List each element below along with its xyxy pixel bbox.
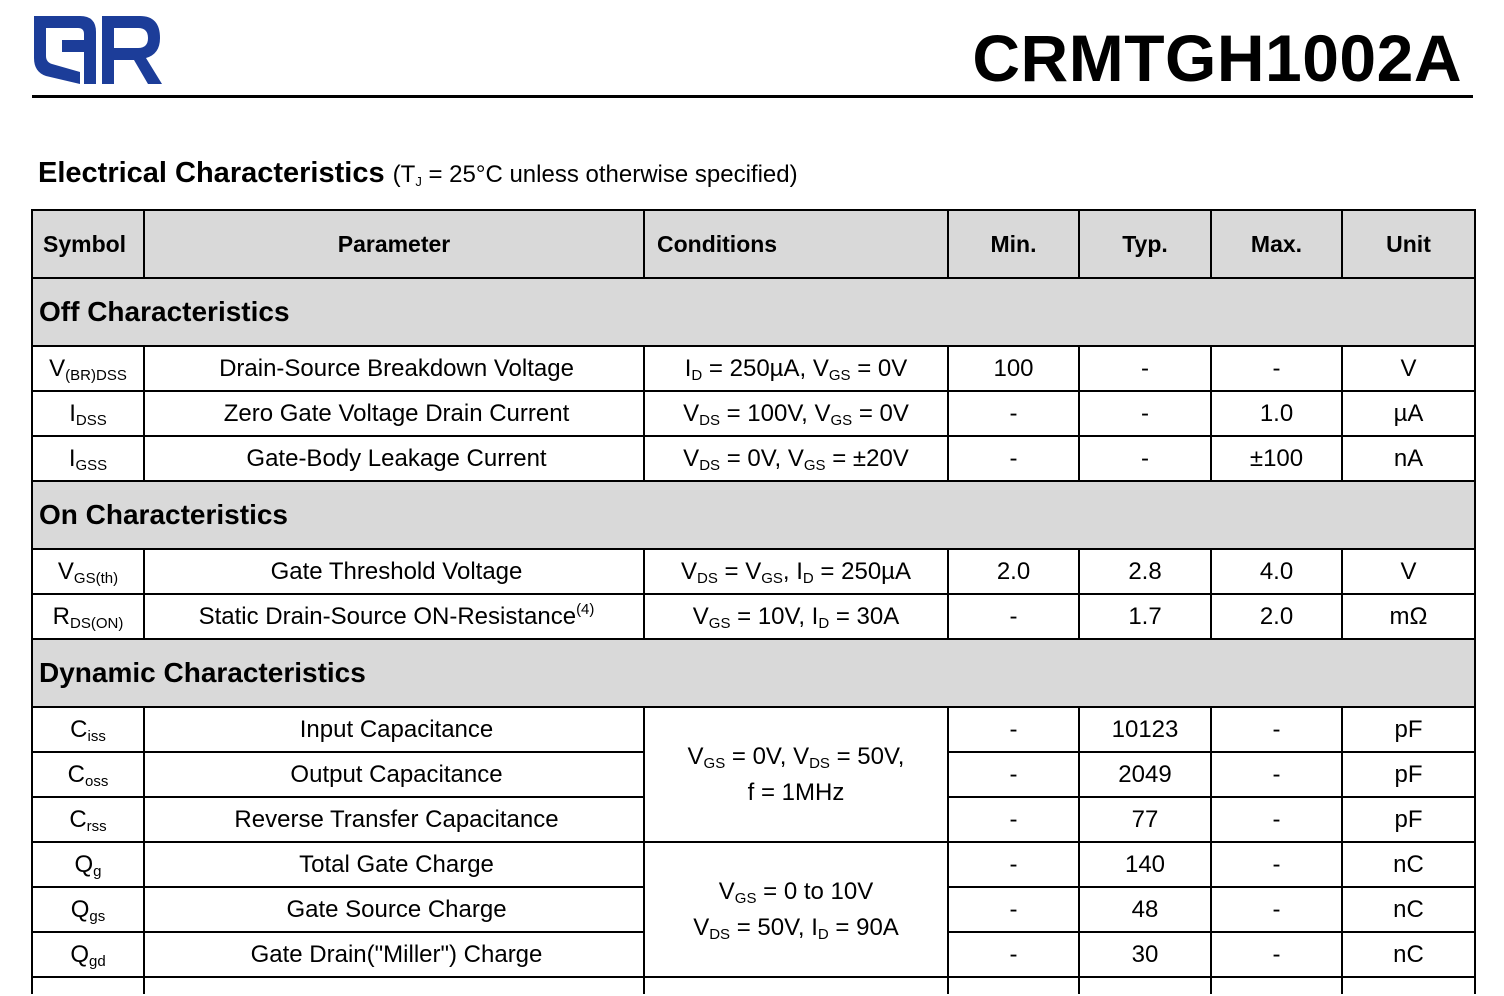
table-row: [32, 391, 1475, 436]
part-number-title: CRMTGH1002A: [972, 21, 1462, 95]
group-header-row: [32, 639, 1475, 707]
typ-cell: 10123: [1079, 707, 1211, 752]
symbol-cell: [32, 932, 144, 977]
symbol-subscript: DSS: [75, 411, 107, 429]
unit-cell: nC: [1342, 887, 1475, 932]
min-cell: -: [948, 797, 1079, 842]
symbol-subscript: GS(th): [73, 569, 119, 587]
typ-cell: 2049: [1079, 752, 1211, 797]
parameter-text: Gate Threshold Voltage: [270, 557, 523, 585]
max-cell: -: [1211, 932, 1342, 977]
parameter-cell: [144, 346, 644, 391]
table-header-row: [32, 210, 1475, 278]
table-row: [32, 549, 1475, 594]
conditions-cell: [644, 594, 948, 639]
symbol-main: V: [49, 354, 66, 382]
parameter-text: Drain-Source Breakdown Voltage: [219, 354, 574, 382]
unit-cell: pF: [1342, 797, 1475, 842]
symbol-cell: [32, 549, 144, 594]
footnote-ref: (4): [576, 600, 595, 618]
min-cell: 100: [948, 346, 1079, 391]
symbol-subscript: GSS: [75, 456, 108, 474]
condition-text: = 50V,: [829, 742, 905, 770]
condition-text: = 100V, V: [719, 399, 831, 427]
condition-text: = 250µA: [813, 557, 911, 585]
conditions-cell: [644, 549, 948, 594]
unit-cell: nC: [1342, 842, 1475, 887]
symbol-main: R: [52, 602, 70, 630]
min-cell: -: [948, 752, 1079, 797]
column-header-typ: Typ.: [1079, 210, 1211, 278]
condition-text: = 0V: [850, 354, 908, 382]
conditions-cell: [644, 436, 948, 481]
symbol-main: C: [67, 760, 85, 788]
max-cell: -: [1211, 887, 1342, 932]
symbol-main: C: [70, 715, 88, 743]
symbol-cell: [32, 346, 144, 391]
continuation-cell: [948, 977, 1079, 994]
condition-text: I: [684, 354, 692, 382]
condition-subscript: D: [818, 614, 830, 632]
table-row: [32, 346, 1475, 391]
symbol-subscript: rss: [86, 817, 107, 835]
condition-subscript: GS: [828, 366, 851, 384]
condition-subscript: DS: [709, 925, 731, 943]
parameter-cell: [144, 752, 644, 797]
group-title: Dynamic Characteristics: [32, 639, 1475, 707]
symbol-main: C: [69, 805, 87, 833]
column-header-parameter: Parameter: [144, 210, 644, 278]
symbol-cell: [32, 752, 144, 797]
condition-text: f = 1MHz: [747, 778, 845, 806]
parameter-text: Total Gate Charge: [299, 850, 494, 878]
condition-subscript: DS: [697, 569, 718, 587]
unit-cell: V: [1342, 549, 1475, 594]
condition-text: = V: [717, 557, 762, 585]
condition-subscript: D: [802, 569, 814, 587]
symbol-cell: [32, 707, 144, 752]
condition-subscript: D: [691, 366, 703, 384]
symbol-main: V: [57, 557, 74, 585]
parameter-cell: [144, 797, 644, 842]
condition-subscript: GS: [761, 569, 783, 587]
symbol-cell: [32, 391, 144, 436]
symbol-subscript: gd: [88, 952, 106, 970]
max-cell: -: [1211, 842, 1342, 887]
logo-mark-right: [102, 16, 162, 84]
parameter-cell: [144, 842, 644, 887]
table-row: [32, 436, 1475, 481]
parameter-cell: [144, 436, 644, 481]
condition-text: = 10V, I: [730, 602, 819, 630]
min-cell: 2.0: [948, 549, 1079, 594]
parameter-text: Input Capacitance: [299, 715, 494, 743]
condition-text: V: [718, 877, 735, 905]
typ-cell: -: [1079, 346, 1211, 391]
condition-text: V: [683, 444, 700, 472]
condition-text: , I: [782, 557, 803, 585]
group-header-row: [32, 278, 1475, 346]
parameter-text: Reverse Transfer Capacitance: [234, 805, 559, 833]
condition-text: V: [683, 399, 700, 427]
max-cell: 2.0: [1211, 594, 1342, 639]
conditions-cell: [644, 842, 948, 977]
typ-cell: 77: [1079, 797, 1211, 842]
condition-subscript: DS: [809, 754, 830, 772]
condition-subscript: GS: [703, 754, 726, 772]
continuation-cell: [1342, 977, 1475, 994]
typ-cell: 30: [1079, 932, 1211, 977]
column-header-min: Min.: [948, 210, 1079, 278]
min-cell: -: [948, 436, 1079, 481]
condition-text: = 50V, I: [730, 913, 818, 941]
table-row: [32, 842, 1475, 887]
condition-subscript: GS: [708, 614, 731, 632]
max-cell: 1.0: [1211, 391, 1342, 436]
symbol-main: Q: [70, 940, 89, 968]
condition-text: = 250µA, V: [702, 354, 829, 382]
typ-cell: -: [1079, 436, 1211, 481]
parameter-text: Gate-Body Leakage Current: [246, 444, 547, 472]
condition-text: = 0V: [852, 399, 909, 427]
group-header-row: [32, 481, 1475, 549]
header-divider: [32, 95, 1473, 98]
unit-cell: pF: [1342, 752, 1475, 797]
continuation-cell: [144, 977, 644, 994]
symbol-main: Q: [74, 850, 94, 878]
electrical-characteristics-table: [31, 209, 1476, 994]
condition-text: = 90A: [828, 913, 899, 941]
section-note: ($T_J = 25^\circ C$ unless otherwise specified): [392, 161, 798, 189]
symbol-subscript: oss: [85, 772, 109, 790]
max-cell: -: [1211, 346, 1342, 391]
unit-cell: nA: [1342, 436, 1475, 481]
max-cell: -: [1211, 707, 1342, 752]
typ-cell: 48: [1079, 887, 1211, 932]
conditions-cell: [644, 391, 948, 436]
parameter-text: Zero Gate Voltage Drain Current: [223, 399, 570, 427]
min-cell: -: [948, 594, 1079, 639]
symbol-cell: [32, 797, 144, 842]
continuation-cell: [1079, 977, 1211, 994]
parameter-cell: [144, 932, 644, 977]
symbol-subscript: g: [93, 862, 102, 880]
column-header-max: Max.: [1211, 210, 1342, 278]
table-continuation-row: [32, 977, 1475, 994]
parameter-cell: [144, 391, 644, 436]
max-cell: 4.0: [1211, 549, 1342, 594]
typ-cell: 1.7: [1079, 594, 1211, 639]
condition-text: V: [693, 913, 710, 941]
unit-cell: pF: [1342, 707, 1475, 752]
conditions-cell: [644, 707, 948, 842]
parameter-text: Gate Source Charge: [286, 895, 507, 923]
continuation-cell: [644, 977, 948, 994]
condition-subscript: DS: [699, 456, 721, 474]
unit-cell: mΩ: [1342, 594, 1475, 639]
condition-text: = 0V, V: [725, 742, 810, 770]
condition-subscript: D: [817, 925, 829, 943]
unit-cell: V: [1342, 346, 1475, 391]
continuation-cell: [32, 977, 144, 994]
condition-text: = ±20V: [825, 444, 909, 472]
min-cell: -: [948, 842, 1079, 887]
condition-text: = 0 to 10V: [756, 877, 874, 905]
unit-cell: µA: [1342, 391, 1475, 436]
symbol-subscript: (BR)DSS: [65, 366, 127, 384]
condition-subscript: GS: [830, 411, 853, 429]
min-cell: -: [948, 887, 1079, 932]
symbol-subscript: DS(ON): [70, 614, 124, 632]
group-title: Off Characteristics: [32, 278, 1475, 346]
table-row: [32, 594, 1475, 639]
min-cell: -: [948, 707, 1079, 752]
parameter-text: Static Drain-Source ON-Resistance: [198, 602, 577, 630]
symbol-main: Q: [70, 895, 90, 923]
condition-text: V: [681, 557, 698, 585]
condition-subscript: GS: [734, 889, 757, 907]
typ-cell: -: [1079, 391, 1211, 436]
table-row: [32, 707, 1475, 752]
parameter-text: Output Capacitance: [290, 760, 503, 788]
section-title: Electrical Characteristics: [38, 157, 385, 189]
conditions-cell: [644, 346, 948, 391]
table-body: [32, 278, 1475, 994]
section-heading: [38, 156, 798, 192]
max-cell: ±100: [1211, 436, 1342, 481]
parameter-cell: [144, 594, 644, 639]
condition-text: V: [687, 742, 704, 770]
symbol-cell: [32, 842, 144, 887]
symbol-cell: [32, 594, 144, 639]
condition-text: = 0V, V: [720, 444, 804, 472]
condition-subscript: DS: [699, 411, 720, 429]
unit-cell: nC: [1342, 932, 1475, 977]
condition-text: V: [692, 602, 709, 630]
max-cell: -: [1211, 797, 1342, 842]
symbol-cell: [32, 436, 144, 481]
condition-text: = 30A: [829, 602, 900, 630]
typ-cell: 2.8: [1079, 549, 1211, 594]
parameter-text: Gate Drain("Miller") Charge: [250, 940, 543, 968]
condition-subscript: GS: [803, 456, 826, 474]
min-cell: -: [948, 932, 1079, 977]
max-cell: -: [1211, 752, 1342, 797]
typ-cell: 140: [1079, 842, 1211, 887]
continuation-cell: [1211, 977, 1342, 994]
column-header-unit: Unit: [1342, 210, 1475, 278]
column-header-conditions: Conditions: [644, 210, 948, 278]
symbol-cell: [32, 887, 144, 932]
symbol-subscript: iss: [87, 727, 106, 745]
group-title: On Characteristics: [32, 481, 1475, 549]
symbol-subscript: gs: [89, 907, 106, 925]
parameter-cell: [144, 887, 644, 932]
parameter-cell: [144, 549, 644, 594]
company-logo: [32, 12, 164, 88]
symbol-main: I: [69, 399, 76, 427]
symbol-main: I: [68, 444, 76, 472]
column-header-symbol: Symbol: [32, 210, 144, 278]
parameter-cell: [144, 707, 644, 752]
min-cell: -: [948, 391, 1079, 436]
